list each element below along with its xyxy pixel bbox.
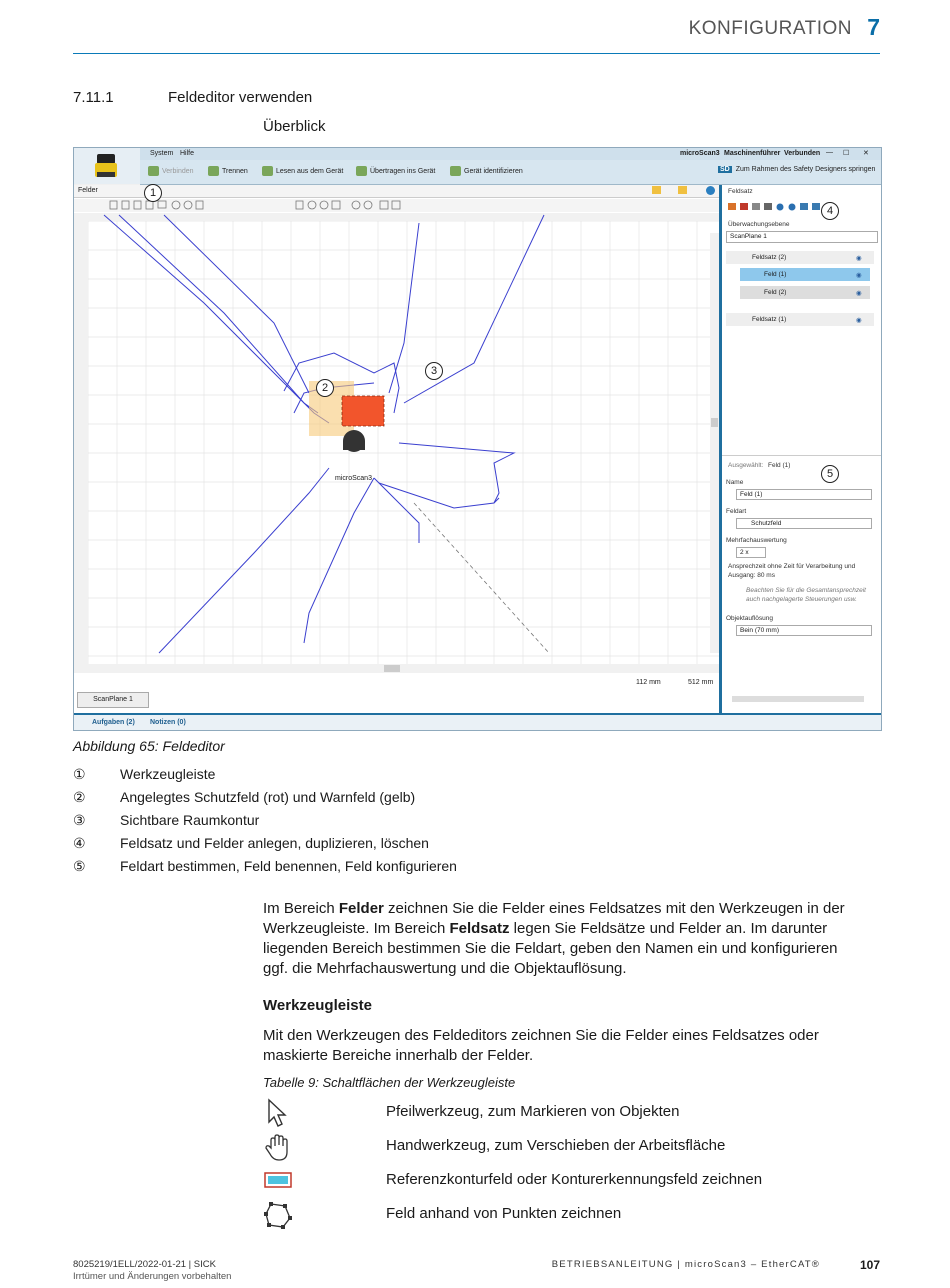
monitoring-label: Überwachungsebene bbox=[728, 221, 790, 228]
tree-item-feld-2[interactable]: Feld (2) bbox=[740, 286, 870, 299]
objekt-select[interactable]: Bein (70 mm) bbox=[736, 625, 872, 636]
identify-icon bbox=[450, 166, 461, 176]
read-icon bbox=[262, 166, 273, 176]
coordinate-x: 112 mm bbox=[636, 679, 661, 686]
feldsatz-panel bbox=[722, 185, 881, 713]
close-button[interactable]: ✕ bbox=[863, 150, 869, 157]
callout-5: 5 bbox=[821, 465, 839, 483]
transfer-icon bbox=[356, 166, 367, 176]
response-note: Ansprechzeit ohne Zeit für Verarbeitung und Ausgang: 80 ms bbox=[728, 563, 856, 579]
device-name: microScan3 bbox=[680, 150, 720, 157]
field-canvas[interactable] bbox=[74, 213, 719, 673]
coordinate-y: 512 mm bbox=[688, 679, 714, 686]
visibility-eye-icon[interactable]: ◉ bbox=[856, 255, 862, 262]
objekt-label: Objektauflösung bbox=[726, 615, 773, 622]
panel-divider bbox=[722, 455, 881, 456]
connect-button[interactable]: Verbinden bbox=[148, 166, 194, 176]
name-input[interactable]: Feld (1) bbox=[736, 489, 872, 500]
mehrfach-select[interactable]: 2 x bbox=[736, 547, 766, 558]
reference-contour-icon bbox=[263, 1166, 293, 1196]
subsection-title: Überblick bbox=[263, 118, 326, 135]
tree-item-feldsatz-2[interactable]: Feldsatz (2) bbox=[726, 251, 874, 264]
footer-doc-title: BETRIEBSANLEITUNG | microScan3 – EtherCAT® bbox=[551, 1259, 820, 1270]
menu-system[interactable]: System bbox=[150, 150, 174, 157]
note-icon[interactable] bbox=[652, 186, 661, 194]
tasks-link[interactable]: Aufgaben (2) bbox=[92, 719, 135, 726]
visibility-eye-icon[interactable]: ◉ bbox=[856, 290, 862, 297]
status-bar bbox=[74, 713, 881, 731]
felder-panel-title: Felder bbox=[78, 187, 98, 194]
toolbar-icons[interactable] bbox=[74, 199, 434, 212]
chapter-number: 7 bbox=[867, 14, 880, 40]
callout-4: 4 bbox=[821, 202, 839, 220]
header-rule bbox=[73, 53, 880, 54]
device-logo bbox=[74, 148, 142, 184]
connection-state: Verbunden bbox=[784, 150, 821, 157]
visibility-eye-icon[interactable]: ◉ bbox=[856, 317, 862, 324]
felder-panel bbox=[74, 185, 722, 713]
visibility-eye-icon[interactable]: ◉ bbox=[856, 272, 862, 279]
toolbar-paragraph: Mit den Werkzeugen des Feldeditors zeichnen Sie die Felder eines Feldsatzes oder maskierte Bereiche innerhalb der Felder. bbox=[263, 1027, 819, 1064]
identify-device-button[interactable]: Gerät identifizieren bbox=[450, 166, 523, 176]
feldart-select[interactable]: Schutzfeld bbox=[736, 518, 872, 529]
disconnect-icon bbox=[208, 166, 219, 176]
section-number: 7.11.1 bbox=[73, 89, 114, 106]
tree-item-feldsatz-1[interactable]: Feldsatz (1) bbox=[726, 313, 874, 326]
sd-badge: SD bbox=[720, 166, 730, 173]
figure-caption: Abbildung 65: Feldeditor bbox=[73, 738, 225, 754]
user-role: Maschinenführer bbox=[724, 150, 781, 157]
mehrfach-label: Mehrfachauswertung bbox=[726, 537, 787, 544]
selected-value: Feld (1) bbox=[768, 462, 791, 469]
notes-link[interactable]: Notizen (0) bbox=[150, 719, 186, 726]
tool-row: Pfeilwerkzeug, zum Markieren von Objekten bbox=[263, 1098, 863, 1128]
selected-label: Ausgewählt: bbox=[728, 462, 764, 469]
feldart-label: Feldart bbox=[726, 508, 747, 515]
section-title: Feldeditor verwenden bbox=[168, 89, 313, 106]
field-actions-icons[interactable] bbox=[728, 202, 824, 212]
right-panel-scrollbar[interactable] bbox=[732, 696, 864, 702]
disconnect-button[interactable]: Trennen bbox=[208, 166, 248, 176]
callout-3: 3 bbox=[425, 362, 443, 380]
field-editor-screenshot bbox=[73, 147, 882, 731]
protective-field[interactable] bbox=[342, 396, 384, 426]
horizontal-scroll-thumb[interactable] bbox=[384, 665, 400, 672]
tree-item-feld-1[interactable]: Feld (1) bbox=[740, 268, 870, 281]
intro-paragraph: Im Bereich Felder zeichnen Sie die Felder eines Feldsatzes mit den Werkzeugen in der Werkzeugleiste. Im Bereich Feldsatz legen Sie Feldsätze und Felder an. Im darunter liegenden Bereich bestimmen Sie die Feldart, geben den Namen ein und konfigurieren ggf. die Mehrfachauswertung und die Objektauflösung. bbox=[263, 900, 845, 977]
info-note-2: auch nachgelagerte Steuerungen usw. bbox=[746, 596, 857, 603]
name-label: Name bbox=[726, 479, 744, 486]
tool-row: Handwerkzeug, zum Verschieben der Arbeitsfläche bbox=[263, 1132, 863, 1162]
maximize-button[interactable]: ☐ bbox=[843, 150, 850, 157]
device-label: microScan3 bbox=[335, 475, 372, 482]
scanner-icon bbox=[74, 148, 140, 184]
monitoring-select[interactable]: ScanPlane 1 bbox=[726, 231, 878, 243]
tool-row: Feld anhand von Punkten zeichnen bbox=[263, 1200, 863, 1230]
feldsatz-panel-title: Feldsatz bbox=[728, 188, 753, 195]
note2-icon[interactable] bbox=[678, 186, 687, 194]
jump-to-frame-button[interactable]: SD Zum Rahmen des Safety Designers springen bbox=[720, 166, 876, 173]
footer-disclaimer: Irrtümer und Änderungen vorbehalten bbox=[73, 1271, 232, 1282]
chapter-title: KONFIGURATION bbox=[688, 18, 852, 39]
callout-2: 2 bbox=[316, 379, 334, 397]
read-device-button[interactable]: Lesen aus dem Gerät bbox=[262, 166, 343, 176]
vertical-scroll-thumb[interactable] bbox=[711, 418, 718, 427]
arrow-tool-icon bbox=[263, 1098, 293, 1128]
help-icon[interactable] bbox=[706, 186, 715, 195]
tool-row: Referenzkonturfeld oder Konturerkennungsfeld zeichnen bbox=[263, 1166, 863, 1196]
connect-icon bbox=[148, 166, 159, 176]
polygon-tool-icon bbox=[263, 1200, 293, 1230]
transfer-device-button[interactable]: Übertragen ins Gerät bbox=[356, 166, 435, 176]
page-number: 107 bbox=[859, 1258, 880, 1272]
info-note-1: Beachten Sie für die Gesamtansprechzeit bbox=[746, 587, 866, 594]
minimize-button[interactable]: — bbox=[826, 149, 833, 156]
footer-doc-id: 8025219/1ELL/2022-01-21 | SICK bbox=[73, 1259, 216, 1270]
callout-1: 1 bbox=[144, 184, 162, 202]
hand-tool-icon bbox=[263, 1132, 293, 1162]
menu-help[interactable]: Hilfe bbox=[180, 150, 195, 157]
scanplane-tab[interactable]: ScanPlane 1 bbox=[77, 692, 149, 708]
table-caption: Tabelle 9: Schaltflächen der Werkzeugleiste bbox=[263, 1075, 516, 1090]
werkzeugleiste-heading: Werkzeugleiste bbox=[263, 997, 372, 1014]
field-toolbar bbox=[74, 199, 719, 212]
